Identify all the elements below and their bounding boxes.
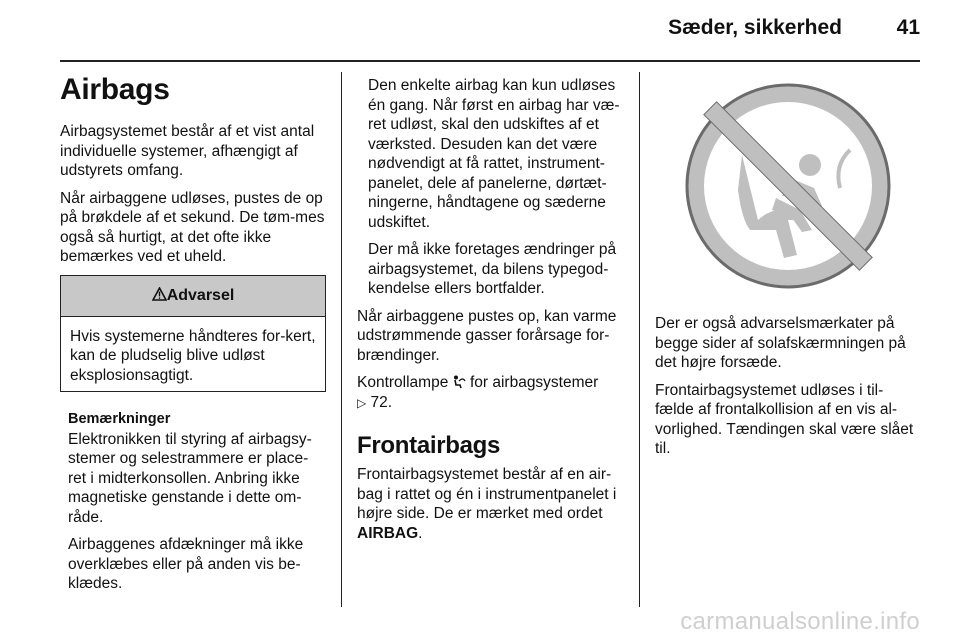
paragraph: Frontairbagsystemet udløses i til-fælde af frontalkollision af en vis al-vorlighed. Tændingen skal være slået til.	[655, 381, 914, 457]
paragraph: Elektronikken til styring af airbagsy-stemer og selestrammere er place-ret i midterkonsollen. Anbring ikke magnetiske genstande i dette om-råde.	[68, 430, 312, 526]
paragraph: Der må ikke foretages ændringer på airbagsystemet, da bilens typegod-kendelse ellers bortfalder.	[368, 241, 617, 297]
page-reference-icon: ▷	[357, 395, 367, 410]
indented-block	[357, 76, 623, 299]
column-2	[357, 76, 623, 551]
paragraph: Når airbaggene pustes op, kan varme udstrømmende gasser forårsage for-brændinger.	[357, 307, 617, 364]
airbag-label: AIRBAG	[357, 524, 419, 542]
warning-box	[60, 275, 326, 393]
paragraph: Der er også advarselsmærkater på begge sider af solafskærmningen på det højre forsæde.	[655, 315, 906, 371]
notes-label: Bemærkninger	[68, 411, 171, 427]
warning-title: Advarsel	[166, 286, 235, 304]
warning-body: Hvis systemerne håndteres for-kert, kan de pludselig blive udløst eksplosionsagtigt.	[70, 327, 316, 384]
watermark: carmanualsonline.info	[680, 608, 920, 635]
page-reference[interactable]: 72.	[370, 393, 393, 411]
column-1	[60, 72, 326, 602]
section-heading-frontairbags: Frontairbags	[357, 432, 501, 459]
warning-header	[61, 276, 325, 317]
page-header-title: Sæder, sikkerhed	[668, 16, 842, 39]
section-heading-airbags: Airbags	[60, 73, 170, 106]
notes-block	[60, 392, 326, 594]
paragraph: Airbagsystemet består af et vist antal individuelle systemer, afhængigt af udstyrets omfang.	[60, 123, 315, 179]
paragraph: Den enkelte airbag kan kun udløses én gang. Når først en airbag har væ-ret udløst, skal den udskiftes af et værksted. Desuden kan det være nødvendigt at få rattet, instrument-panelet, dele af panelerne, dørtæt-ningerne, håndtagene og sæderne udskiftet.	[368, 77, 620, 231]
paragraph: Airbaggenes afdækninger må ikke overklæbes eller på anden vis be-klædes.	[68, 536, 304, 592]
column-divider	[639, 72, 640, 607]
header-rule	[60, 60, 920, 62]
column-3	[655, 70, 921, 467]
paragraph: Frontairbagsystemet består af en air-bag i rattet og én i instrumentpanelet i højre side. De er mærket med ordet AIRBAG.	[357, 466, 617, 542]
prohibition-figure	[655, 70, 921, 302]
page-number: 41	[896, 16, 920, 39]
airbag-warning-icon	[453, 375, 466, 389]
paragraph-control-lamp: Kontrollampe for airbagsystemer ▷ 72.	[357, 374, 599, 411]
paragraph: Når airbaggene udløses, pustes de op på brøkdele af et sekund. De tøm-mes også så hurtigt, at det ofte ikke bemærkes ved et uheld.	[60, 189, 325, 265]
no-child-seat-prohibition-icon	[672, 70, 904, 302]
warning-triangle-icon	[152, 287, 167, 301]
column-divider	[341, 72, 342, 607]
